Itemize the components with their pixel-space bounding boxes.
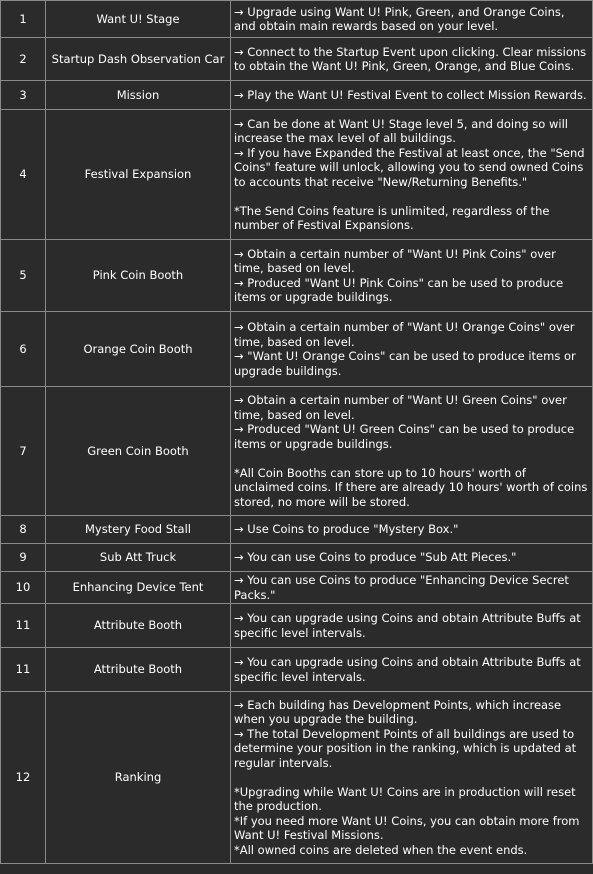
building-description [231,572,593,604]
table-row [1,38,593,81]
table-row [1,1,593,38]
building-name: Festival Expansion [46,110,231,240]
table-row [1,312,593,387]
description-line: *If you need more Want U! Coins, you can obtain more from Want U! Festival Missions. [234,813,584,843]
table-row [1,692,593,864]
description-line: → You can upgrade using Coins and obtain Attribute Buffs at specific level intervals. [234,655,585,684]
building-name: Mission [46,81,231,110]
building-name: Ranking [46,692,231,864]
building-description [231,604,593,648]
row-number: 11 [1,604,46,648]
row-number: 10 [1,572,46,604]
row-number: 12 [1,692,46,864]
building-description [231,312,593,387]
building-name: Attribute Booth [46,648,231,692]
building-description [231,110,593,240]
description-line: → Produced "Want U! Pink Coins" can be used to produce items or upgrade buildings. [234,275,567,304]
building-name: Want U! Stage [46,1,231,38]
description-line: → Each building has Development Points, which increase when you upgrade the building. [234,697,565,727]
building-name: Startup Dash Observation Car [46,38,231,81]
table-row [1,516,593,544]
building-name: Enhancing Device Tent [46,572,231,604]
description-line: *The Send Coins feature is unlimited, regardless of the number of Festival Expansions. [234,203,554,232]
row-number: 9 [1,544,46,572]
building-name: Sub Att Truck [46,544,231,572]
building-name: Pink Coin Booth [46,240,231,312]
building-name: Green Coin Booth [46,387,231,516]
row-number: 7 [1,387,46,516]
building-description [231,387,593,516]
description-line: → Obtain a certain number of "Want U! Pink Coins" over time, based on level. [234,246,560,275]
building-description [231,240,593,312]
table-row [1,572,593,604]
table-row [1,240,593,312]
building-description [231,692,593,864]
building-name: Mystery Food Stall [46,516,231,544]
paragraph-gap [234,770,589,785]
table-body [1,1,593,864]
row-number: 11 [1,648,46,692]
table-row [1,604,593,648]
description-line: *All owned coins are deleted when the event ends. [234,842,528,857]
building-description [231,648,593,692]
building-description [231,516,593,544]
description-line: → If you have Expanded the Festival at least once, the "Send Coins" feature will unlock, allowing you to send owned Coins to accounts that receive "New/Returning Benefits." [234,145,589,189]
paragraph-gap [234,189,589,204]
table-row [1,387,593,516]
row-number: 1 [1,1,46,38]
building-description [231,38,593,81]
description-line: → Obtain a certain number of "Want U! Green Coins" over time, based on level. [234,393,571,422]
table-row [1,81,593,110]
building-name: Orange Coin Booth [46,312,231,387]
row-number: 6 [1,312,46,387]
description-line: → Produced "Want U! Green Coins" can be used to produce items or upgrade buildings. [234,422,578,451]
building-description [231,1,593,38]
table-row [1,648,593,692]
description-line: → The total Development Points of all buildings are used to determine your position in the ranking, which is updated at regular intervals. [234,726,580,770]
row-number: 8 [1,516,46,544]
building-description [231,544,593,572]
description-line: → You can use Coins to produce "Sub Att Pieces." [234,550,517,565]
description-line: → You can upgrade using Coins and obtain Attribute Buffs at specific level intervals. [234,611,585,640]
building-description [231,81,593,110]
row-number: 4 [1,110,46,240]
description-line: → You can use Coins to produce "Enhancing Device Secret Packs." [234,573,573,602]
description-line: → Obtain a certain number of "Want U! Orange Coins" over time, based on level. [234,320,579,349]
description-line: → Upgrade using Want U! Pink, Green, and Orange Coins, and obtain main rewards based on your level. [234,4,569,33]
building-name: Attribute Booth [46,604,231,648]
description-line: → Play the Want U! Festival Event to collect Mission Rewards. [234,87,587,102]
description-line: *Upgrading while Want U! Coins are in production will reset the production. [234,784,580,814]
row-number: 2 [1,38,46,81]
description-line: *All Coin Booths can store up to 10 hours' worth of unclaimed coins. If there are already 10 hours' worth of coins stored, no more will be stored. [234,465,592,509]
row-number: 3 [1,81,46,110]
description-line: → "Want U! Orange Coins" can be used to produce items or upgrade buildings. [234,349,580,378]
row-number: 5 [1,240,46,312]
table-row [1,110,593,240]
paragraph-gap [234,451,589,466]
description-line: → Can be done at Want U! Stage level 5, and doing so will increase the max level of all buildings. [234,116,572,145]
description-line: → Connect to the Startup Event upon clicking. Clear missions to obtain the Want U! Pink, Green, Orange, and Blue Coins. [234,44,590,73]
description-line: → Use Coins to produce "Mystery Box." [234,522,459,537]
table-row [1,544,593,572]
